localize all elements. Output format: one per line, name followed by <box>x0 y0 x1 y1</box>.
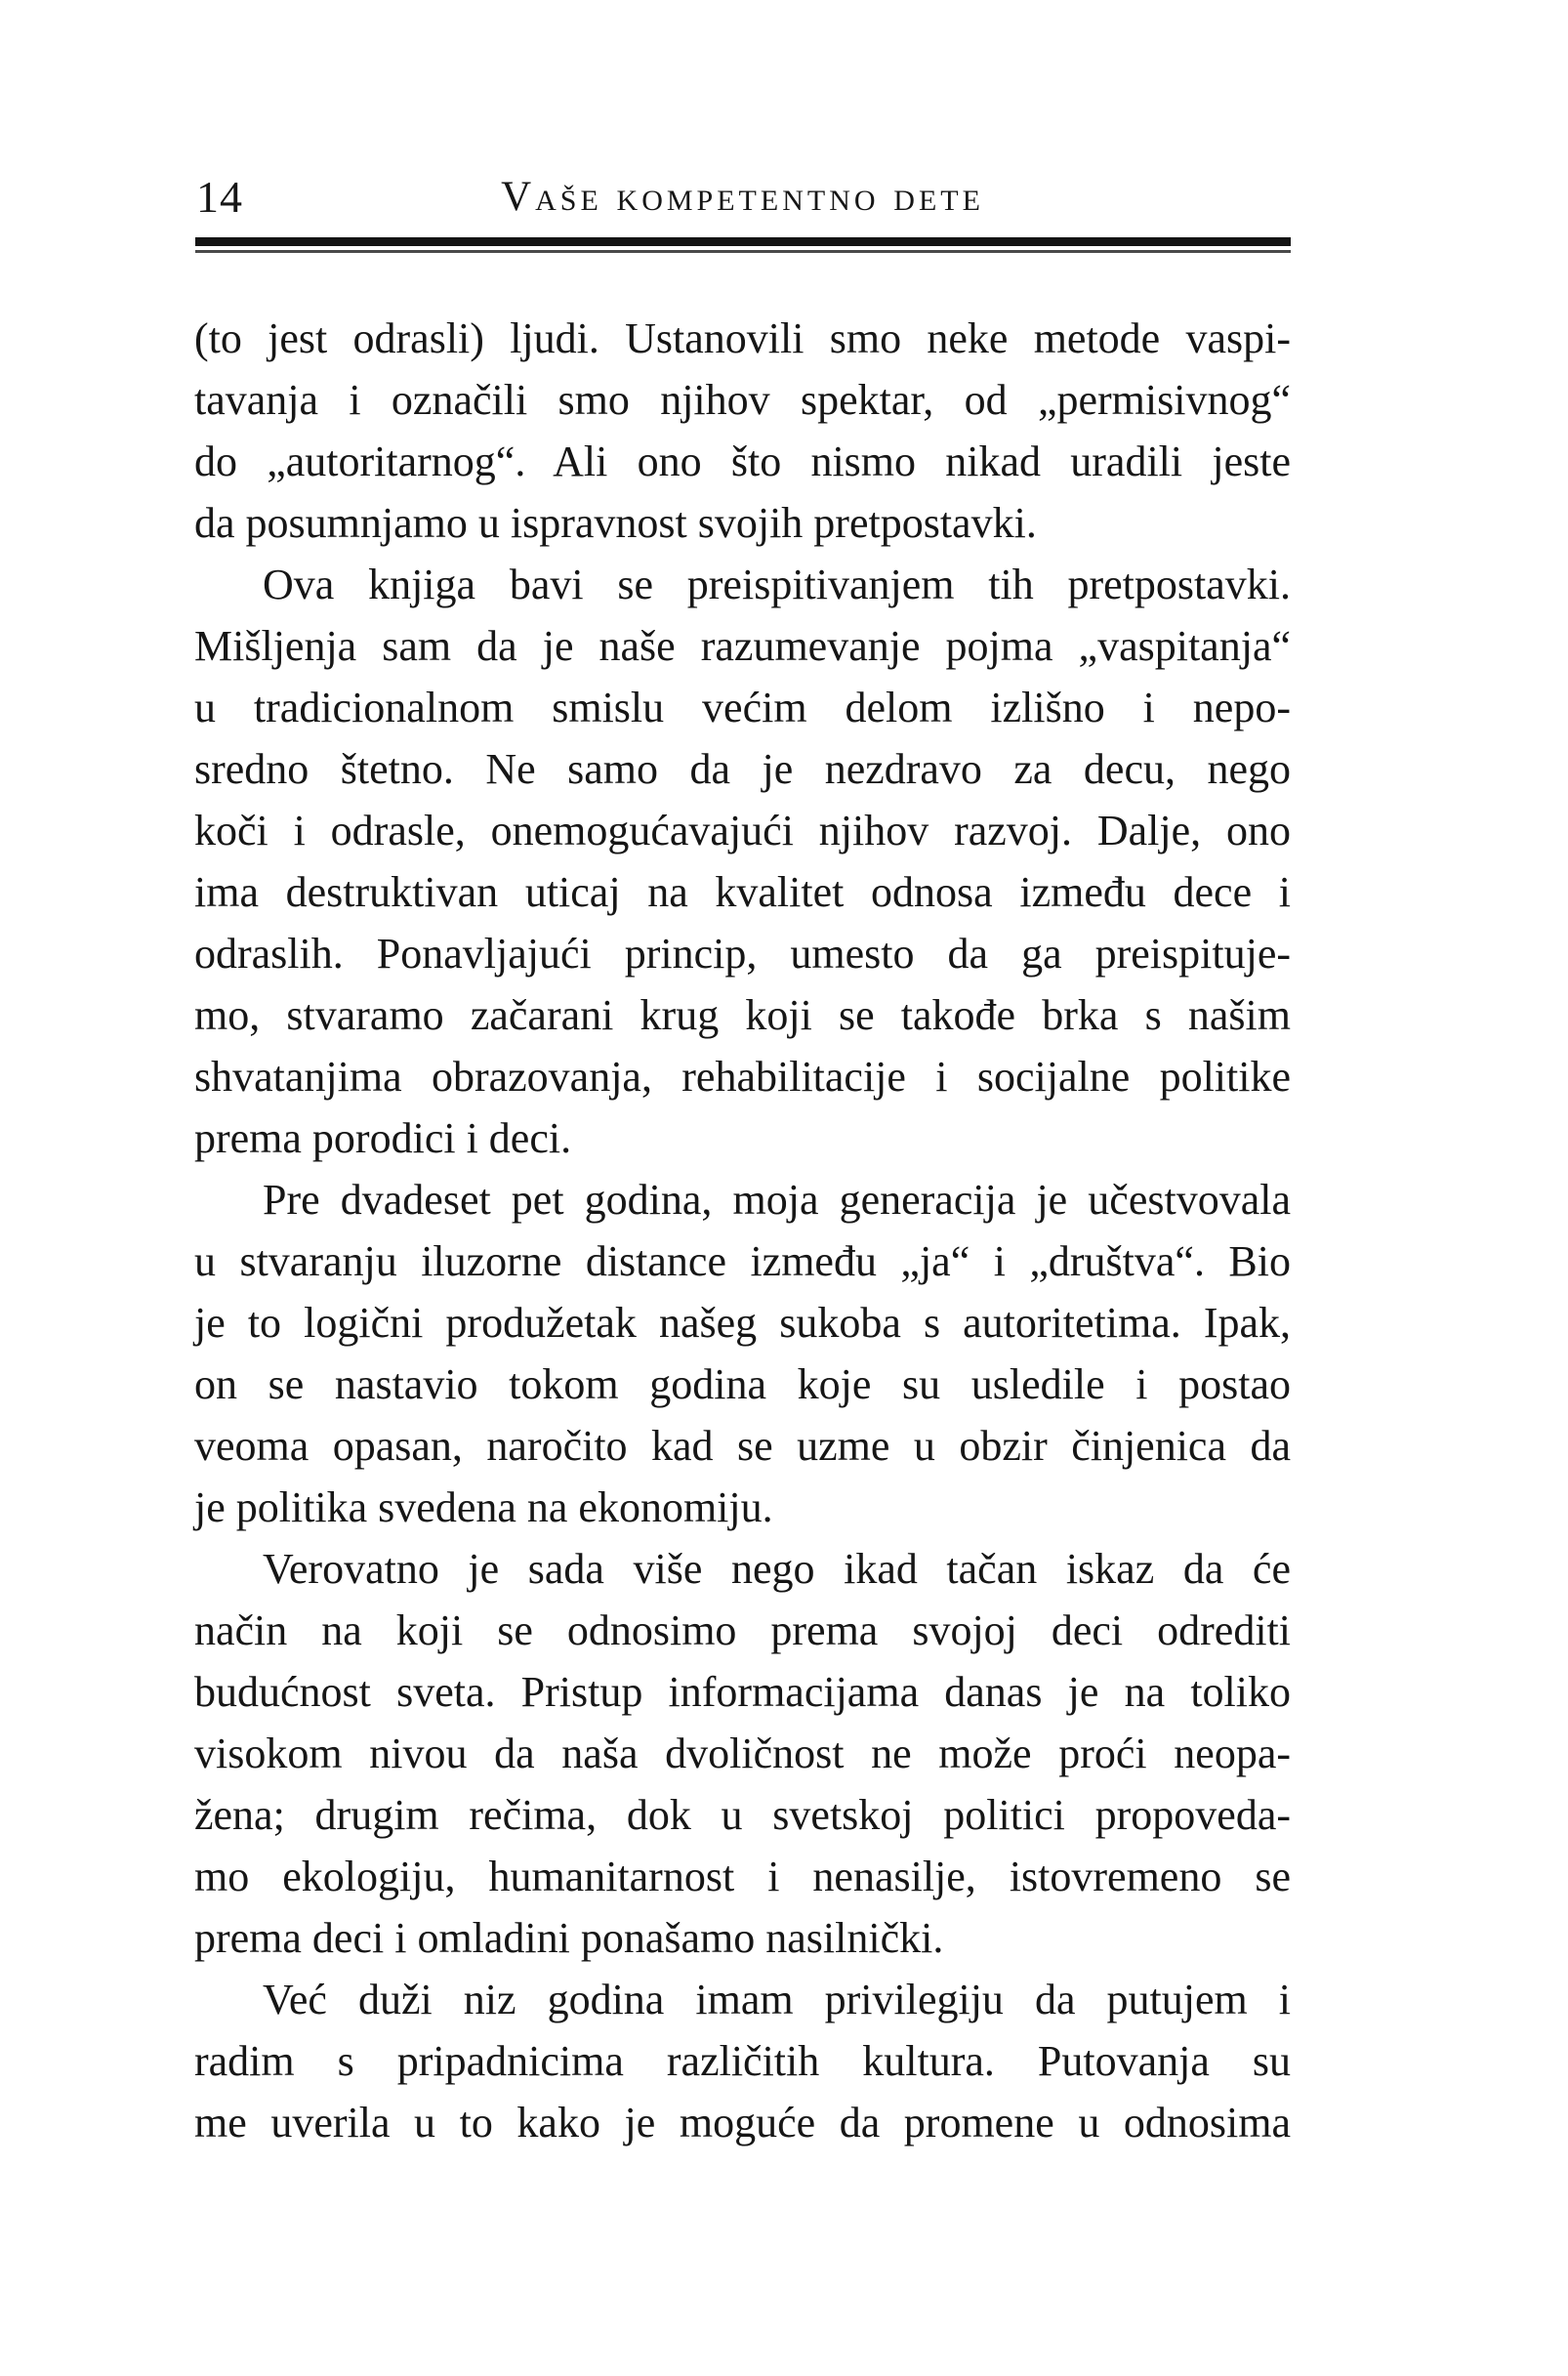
text-line: u tradicionalnom smislu većim delom izlišno i nepo- <box>194 684 1291 731</box>
paragraph <box>194 308 1291 554</box>
text-line: prema porodici i deci. <box>194 1114 572 1162</box>
text-line: odraslih. Ponavljajući princip, umesto da ga preispituje- <box>194 930 1291 978</box>
text-line: je politika svedena na ekonomiju. <box>194 1483 773 1531</box>
paragraph <box>194 554 1291 1169</box>
running-title: Vaše kompetentno dete <box>501 174 984 220</box>
body-text <box>194 308 1291 2153</box>
paragraph <box>194 1969 1291 2153</box>
text-line: Ova knjiga bavi se preispitivanjem tih pretpostavki. <box>263 561 1291 608</box>
text-line: (to jest odrasli) ljudi. Ustanovili smo neke metode vaspi- <box>194 314 1291 362</box>
text-line: sredno štetno. Ne samo da je nezdravo za decu, nego <box>194 745 1291 793</box>
text-line: u stvaranju iluzorne distance između „ja“ i „društva“. Bio <box>194 1237 1291 1285</box>
text-line: da posumnjamo u ispravnost svojih pretpostavki. <box>194 499 1037 547</box>
text-line: mo, stvaramo začarani krug koji se takođe brka s našim <box>194 991 1291 1039</box>
text-line: Već duži niz godina imam privilegiju da putujem i <box>263 1976 1291 2023</box>
text-line: veoma opasan, naročito kad se uzme u obzir činjenica da <box>194 1422 1291 1470</box>
text-line: on se nastavio tokom godina koje su usledile i postao <box>194 1360 1291 1408</box>
text-line: radim s pripadnicima različitih kultura. Putovanja su <box>194 2037 1291 2085</box>
text-line: prema deci i omladini ponašamo nasilnički. <box>194 1914 944 1962</box>
text-line: žena; drugim rečima, dok u svetskoj politici propoveda- <box>194 1791 1291 1839</box>
text-line: me uverila u to kako je moguće da promene u odnosima <box>194 2099 1291 2147</box>
text-line: je to logični produžetak našeg sukoba s autoritetima. Ipak, <box>194 1299 1291 1347</box>
text-line: koči i odrasle, onemogućavajući njihov razvoj. Dalje, ono <box>194 807 1291 855</box>
text-line: shvatanjima obrazovanja, rehabilitacije i socijalne politike <box>194 1053 1291 1101</box>
text-line: tavanja i označili smo njihov spektar, od „permisivnog“ <box>194 376 1291 424</box>
text-line: do „autoritarnog“. Ali ono što nismo nikad uradili jeste <box>194 438 1291 485</box>
text-line: Pre dvadeset pet godina, moja generacija je učestvovala <box>263 1176 1291 1224</box>
page-number: 14 <box>196 172 243 222</box>
text-line: mo ekologiju, humanitarnost i nenasilje, istovremeno se <box>194 1853 1291 1900</box>
text-line: Verovatno je sada više nego ikad tačan iskaz da će <box>263 1545 1291 1593</box>
text-line: način na koji se odnosimo prema svojoj deci odrediti <box>194 1606 1291 1654</box>
header-rule-thin <box>195 250 1291 253</box>
text-line: visokom nivou da naša dvoličnost ne može proći neopa- <box>194 1730 1291 1777</box>
text-line: Mišljenja sam da je naše razumevanje pojma „vaspitanja“ <box>194 622 1291 670</box>
running-header <box>194 172 1291 223</box>
header-rule-thick <box>195 237 1291 246</box>
paragraph <box>194 1538 1291 1969</box>
paragraph <box>194 1169 1291 1538</box>
text-line: budućnost sveta. Pristup informacijama danas je na toliko <box>194 1668 1291 1716</box>
text-line: ima destruktivan uticaj na kvalitet odnosa između dece i <box>194 868 1291 916</box>
